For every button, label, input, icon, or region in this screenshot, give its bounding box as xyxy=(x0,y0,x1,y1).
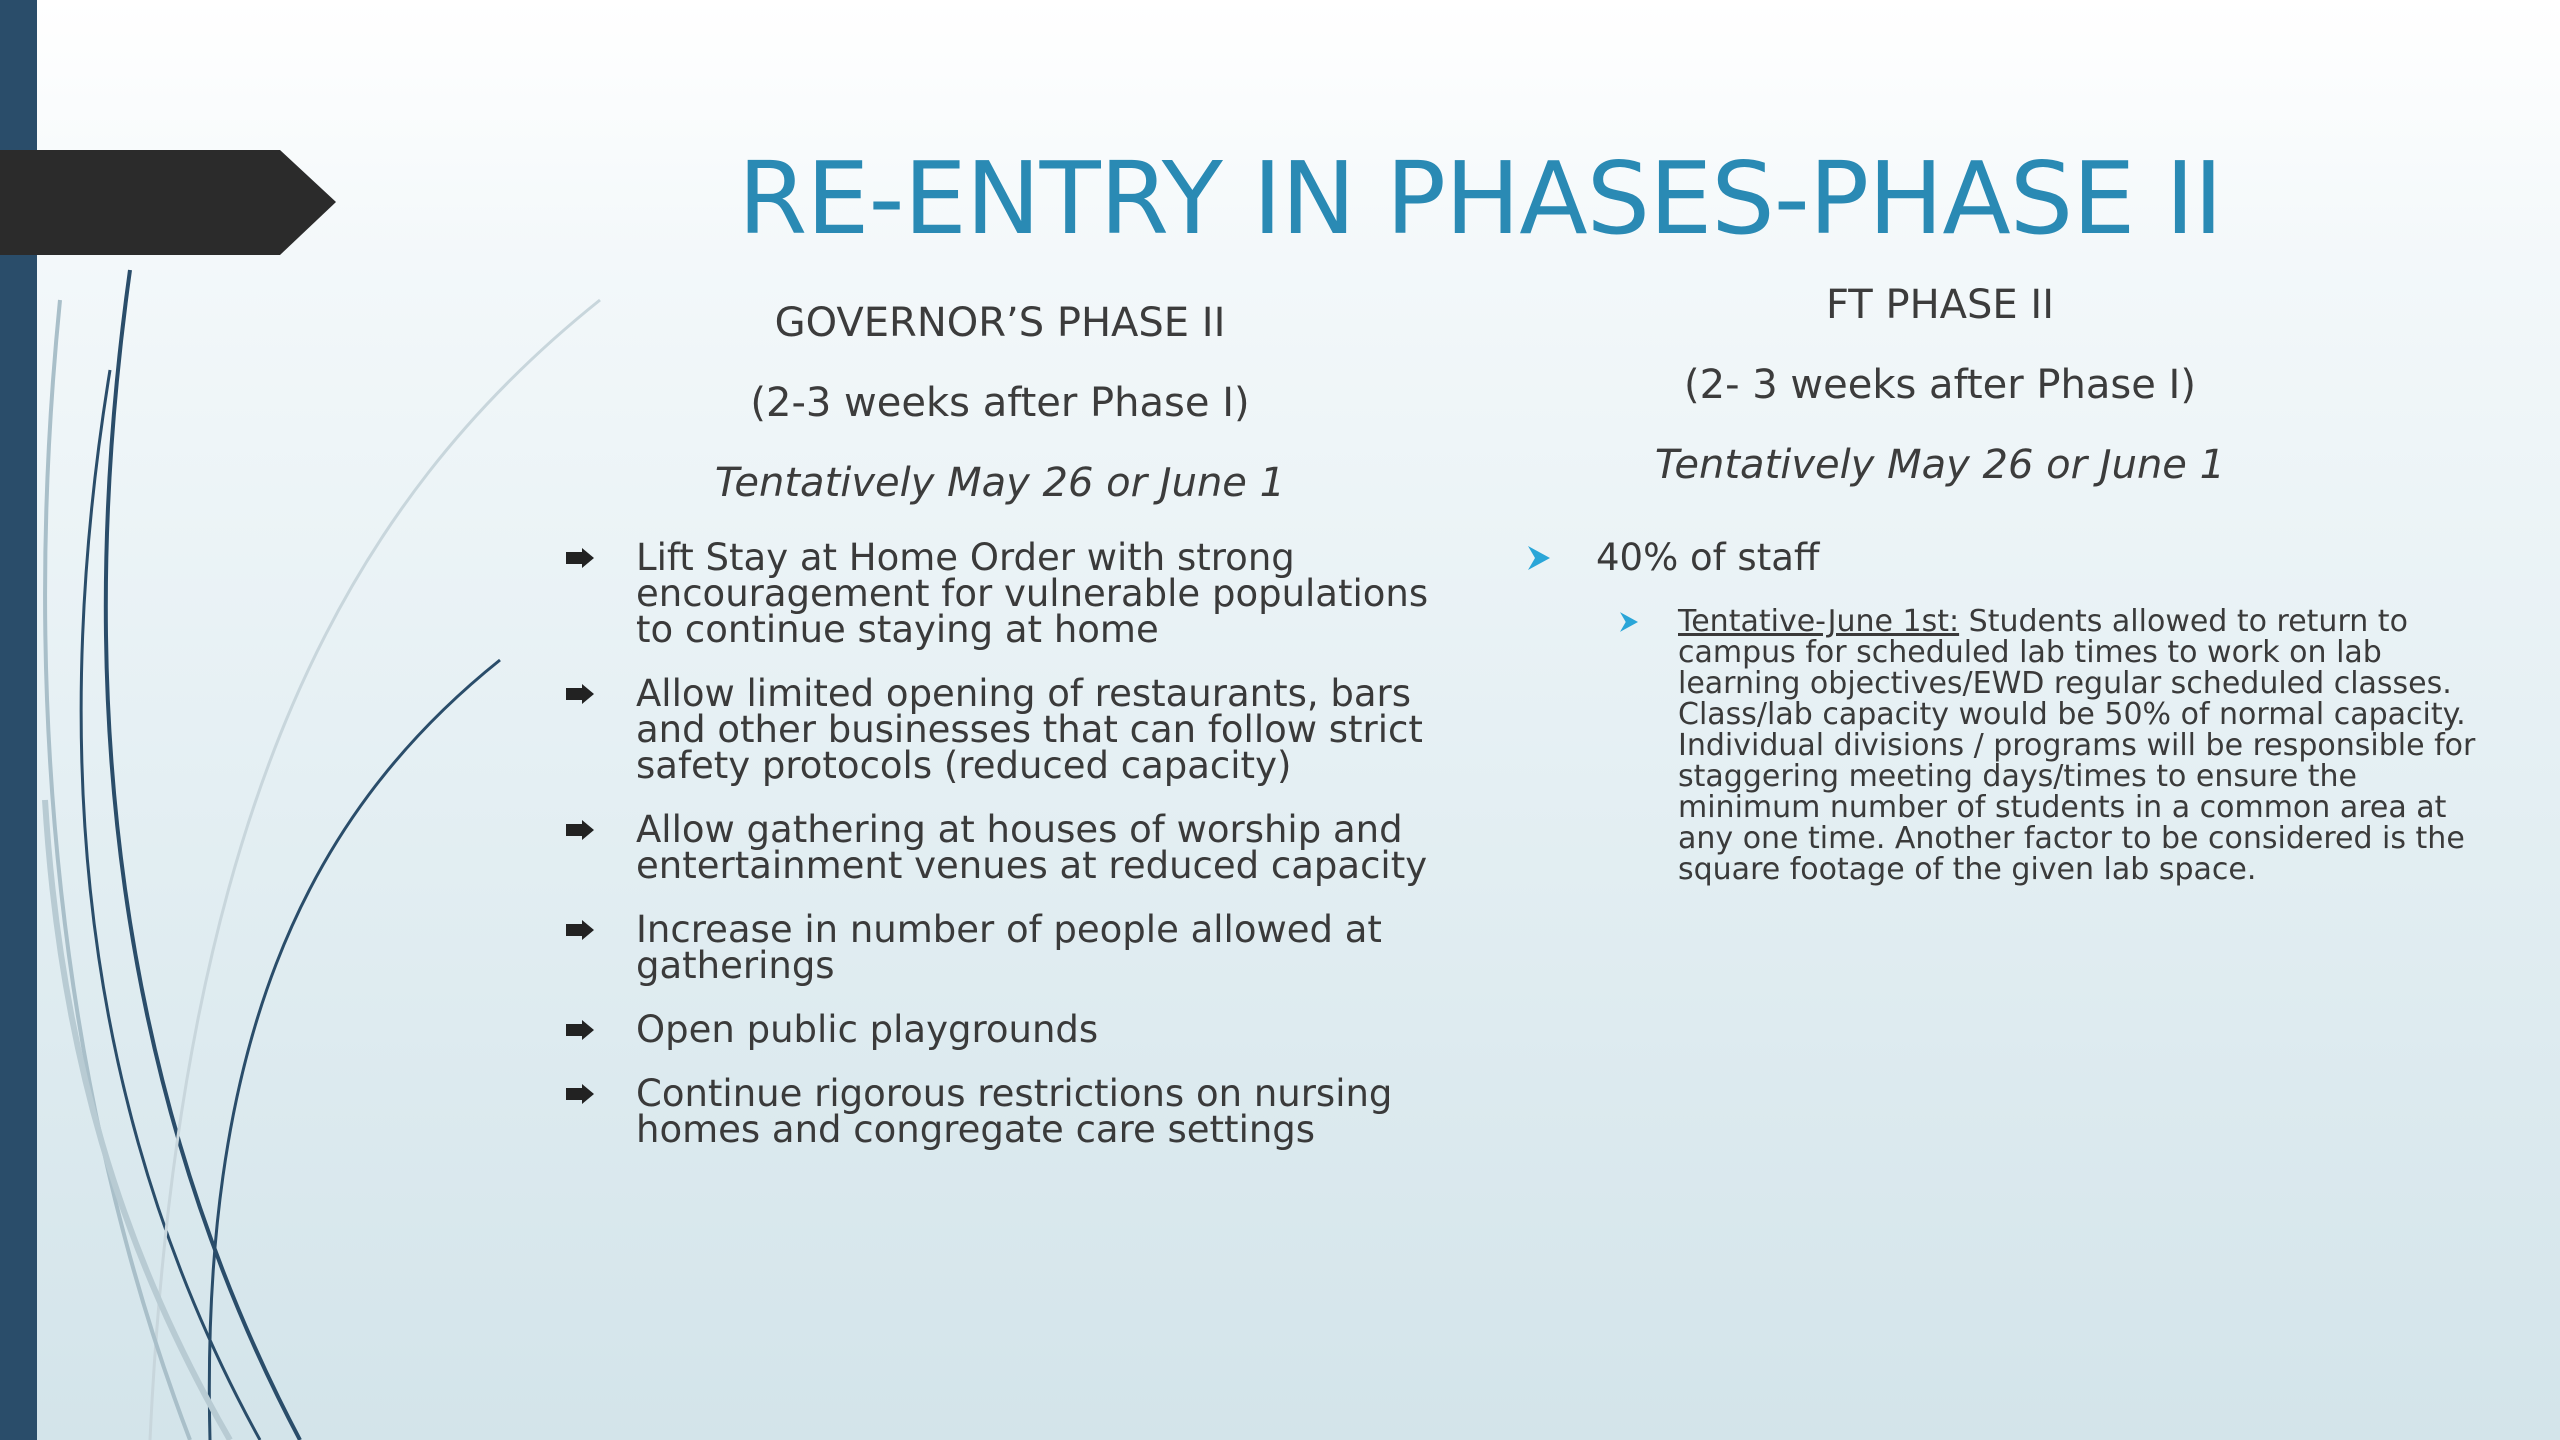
bullet-text: Open public playgrounds xyxy=(636,1008,1099,1051)
list-item xyxy=(560,808,1460,887)
list-item xyxy=(560,672,1460,787)
right-column-header xyxy=(1580,282,2300,488)
list-item xyxy=(560,1008,1460,1051)
right-bullet-list xyxy=(1520,536,2500,885)
sub-item-text: Students allowed to return to campus for scheduled lab times to work on lab learning objectives/EWD regular scheduled classes. Class/lab capacity would be 50% of normal capacity. Individual divisions / programs will be responsible for staggering meeting days/times to ensure the minimum number of students in a common area at any one time. Another factor to be considered is the square footage of the given lab space. xyxy=(1678,604,2476,887)
right-pointing-arrow-icon xyxy=(566,820,594,840)
staff-percentage-text: 40% of staff xyxy=(1596,536,1820,579)
sub-item-label: Tentative-June 1st: xyxy=(1678,604,1960,639)
slide-title: RE-ENTRY IN PHASES-PHASE II xyxy=(737,140,2223,257)
bullet-text: Increase in number of people allowed at gatherings xyxy=(636,908,1382,987)
right-column-date: Tentatively May 26 or June 1 xyxy=(1654,442,2226,488)
left-bullet-list xyxy=(560,536,1460,1176)
list-item xyxy=(560,536,1460,651)
list-item xyxy=(560,1072,1460,1151)
bullet-text: Allow gathering at houses of worship and entertainment venues at reduced capacity xyxy=(636,808,1428,887)
sub-list-item xyxy=(1620,606,2500,885)
left-column-date: Tentatively May 26 or June 1 xyxy=(714,460,1286,506)
chevron-arrow-icon xyxy=(1528,546,1550,570)
right-pointing-arrow-icon xyxy=(566,548,594,568)
right-column-subheading: (2- 3 weeks after Phase I) xyxy=(1684,362,2196,408)
list-item xyxy=(1520,536,2500,580)
bullet-text: Lift Stay at Home Order with strong encouragement for vulnerable populations to continue staying at home xyxy=(636,536,1429,651)
left-column-header xyxy=(640,300,1360,506)
title-arrow-shape xyxy=(0,150,336,255)
left-column-heading: GOVERNOR’S PHASE II xyxy=(774,300,1226,346)
right-pointing-arrow-icon xyxy=(566,1084,594,1104)
list-item xyxy=(560,908,1460,987)
right-column-heading: FT PHASE II xyxy=(1826,282,2054,328)
right-pointing-arrow-icon xyxy=(566,1020,594,1040)
bullet-text: Continue rigorous restrictions on nursing homes and congregate care settings xyxy=(636,1072,1393,1151)
right-pointing-arrow-icon xyxy=(566,920,594,940)
left-column-subheading: (2-3 weeks after Phase I) xyxy=(750,380,1250,426)
chevron-arrow-icon xyxy=(1620,612,1638,632)
bullet-text: Allow limited opening of restaurants, bars and other businesses that can follow strict safety protocols (reduced capacity) xyxy=(636,672,1423,787)
right-pointing-arrow-icon xyxy=(566,684,594,704)
